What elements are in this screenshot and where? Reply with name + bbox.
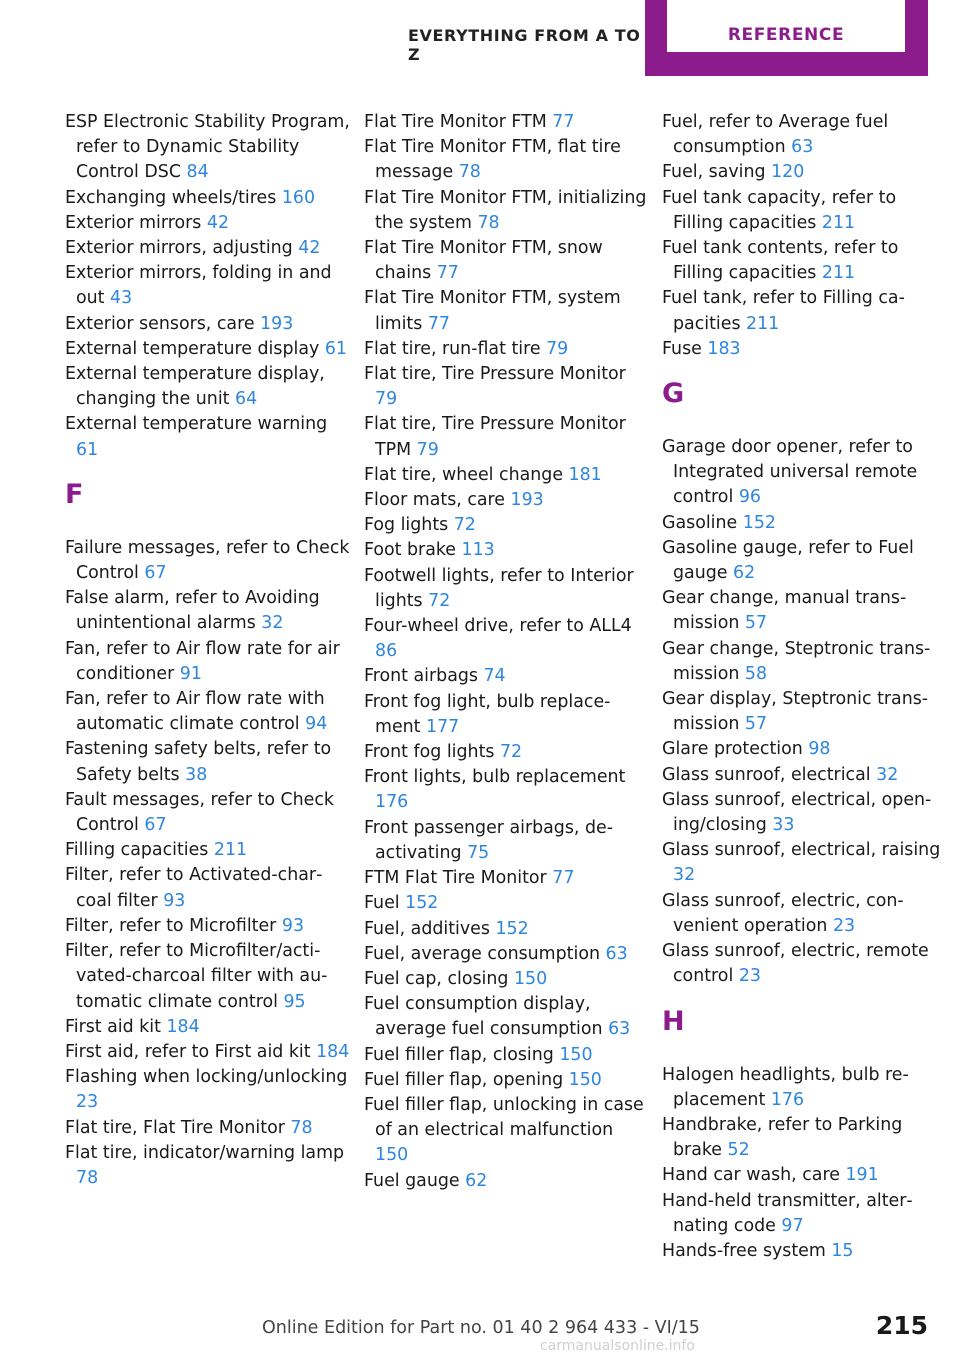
index-entry xyxy=(364,337,649,362)
index-entry-term: Filling capacities xyxy=(65,840,209,861)
index-entry-term: Fuel tank contents, refer to Filling capacities xyxy=(662,238,899,284)
index-entry xyxy=(662,687,942,737)
index-column-2 xyxy=(364,110,649,1194)
index-entry-term: Exterior mirrors, adjusting xyxy=(65,238,293,259)
index-page-link[interactable]: 96 xyxy=(738,487,761,508)
index-entry-term: Fastening safety belts, refer to Safety belts xyxy=(65,739,332,785)
index-entry xyxy=(65,1065,350,1115)
index-entry-term: Front passenger airbags, deactivating xyxy=(364,817,613,863)
index-page-link[interactable]: 32 xyxy=(876,764,899,785)
index-entry xyxy=(364,816,649,866)
index-page-link[interactable]: 86 xyxy=(375,641,398,662)
index-entry xyxy=(364,992,649,1042)
index-entry-term: Hand car wash, care xyxy=(662,1165,840,1186)
index-page-link[interactable]: 193 xyxy=(510,490,544,511)
index-page-link[interactable]: 177 xyxy=(426,716,460,737)
index-entry-term: Gasoline gauge, refer to Fuel gauge xyxy=(662,537,914,584)
index-entry-term: External temperature warning xyxy=(65,414,328,435)
index-entry xyxy=(662,110,942,160)
index-page-link[interactable]: 211 xyxy=(213,840,248,861)
index-entry-term: Fault messages, refer to Check Control xyxy=(65,789,334,836)
index-entry-term: Gear change, manual transmission xyxy=(662,588,907,634)
index-page-link[interactable]: 93 xyxy=(163,890,186,911)
index-entry xyxy=(364,1093,649,1169)
index-entry xyxy=(364,740,649,765)
index-entry-term: First aid kit xyxy=(65,1016,161,1037)
index-page-link[interactable]: 113 xyxy=(461,540,495,561)
index-entry-term: ESP Electronic Stability Program, refer to Dynamic Stability Control DSC xyxy=(65,112,350,183)
index-entry-term: Flat Tire Monitor FTM, flat tire message xyxy=(364,137,621,183)
index-entry-term: Gear display, Steptronic transmission xyxy=(662,689,929,735)
index-page-link[interactable]: 72 xyxy=(499,742,523,763)
index-entry-term: Fuel, saving xyxy=(662,162,766,183)
index-page-link[interactable]: 62 xyxy=(465,1170,488,1191)
index-entry-term: Fuse xyxy=(662,338,702,359)
index-entry xyxy=(364,866,649,891)
index-entry xyxy=(65,211,350,236)
index-entry xyxy=(662,1239,942,1264)
index-entry-term: Garage door opener, refer to Integrated universal remote control xyxy=(662,437,918,508)
index-page-link[interactable]: 183 xyxy=(707,338,741,359)
index-entry xyxy=(364,362,649,412)
index-page-link[interactable]: 211 xyxy=(821,212,856,233)
index-entry xyxy=(65,412,350,462)
index-entry-term: Filter, refer to Microfilter xyxy=(65,915,277,936)
index-entry xyxy=(364,135,649,185)
index-page-link[interactable]: 57 xyxy=(744,714,768,735)
index-entry xyxy=(662,939,942,989)
index-entry xyxy=(662,838,942,888)
index-entry-term: Exterior sensors, care xyxy=(65,313,255,334)
index-entry xyxy=(364,690,649,740)
index-entry xyxy=(65,1015,350,1040)
index-entry-term: Fuel, refer to Average fuel consumption xyxy=(662,112,889,158)
index-entry xyxy=(65,536,350,586)
index-entry xyxy=(662,536,942,586)
index-letter-heading: G xyxy=(662,378,685,410)
index-page-link[interactable]: 43 xyxy=(110,288,133,309)
index-entry xyxy=(364,412,649,462)
index-page-link[interactable]: 57 xyxy=(744,613,768,634)
index-entry xyxy=(662,511,942,536)
index-page-link[interactable]: 120 xyxy=(771,162,805,183)
index-entry-term: Glass sunroof, electric, convenient operation xyxy=(662,890,904,936)
index-page-link[interactable]: 150 xyxy=(568,1069,602,1090)
index-entry-term: Front fog lights xyxy=(364,742,495,763)
index-page-link[interactable]: 152 xyxy=(495,918,529,939)
index-column-3 xyxy=(662,110,942,1264)
index-page-link[interactable]: 63 xyxy=(791,137,814,158)
index-entry xyxy=(364,488,649,513)
index-page-link[interactable]: 32 xyxy=(673,865,696,886)
index-page-link[interactable]: 74 xyxy=(483,666,506,687)
index-page-link[interactable]: 15 xyxy=(831,1240,854,1261)
index-entry-term: Gasoline xyxy=(662,512,738,533)
index-entry xyxy=(364,538,649,563)
index-entry-term: Flat tire, indicator/warning lamp xyxy=(65,1142,345,1163)
index-page-link[interactable]: 23 xyxy=(738,966,761,987)
index-page-link[interactable]: 77 xyxy=(552,112,575,132)
index-entry-term: Fog lights xyxy=(364,515,449,536)
index-page-link[interactable]: 78 xyxy=(290,1117,313,1138)
index-entry-term: Fuel tank, refer to Filling capacities xyxy=(662,288,905,334)
index-entry-term: Flat Tire Monitor FTM, snow chains xyxy=(364,238,603,284)
index-entry-term: FTM Flat Tire Monitor xyxy=(364,868,547,889)
index-entry-term: Fuel filler flap, closing xyxy=(364,1044,554,1065)
index-entry xyxy=(662,435,942,511)
index-entry-term: Gear change, Steptronic transmission xyxy=(662,638,931,684)
index-page-link[interactable]: 58 xyxy=(744,663,768,684)
index-page-link[interactable]: 150 xyxy=(559,1044,593,1065)
index-page-link[interactable]: 211 xyxy=(746,313,780,334)
index-page-link[interactable]: 52 xyxy=(727,1140,750,1161)
index-page-link[interactable]: 191 xyxy=(845,1165,879,1186)
index-page-link[interactable]: 176 xyxy=(375,792,409,813)
index-page-link[interactable]: 23 xyxy=(832,915,856,936)
index-page-link[interactable]: 78 xyxy=(458,162,481,183)
index-entry-term: Fuel consumption display, average fuel consumption xyxy=(364,994,603,1040)
index-entry xyxy=(662,737,942,762)
index-page-link[interactable]: 42 xyxy=(298,238,321,259)
index-page-link[interactable]: 79 xyxy=(416,439,439,460)
index-entry-term: Exchanging wheels/tires xyxy=(65,187,277,208)
index-entry xyxy=(364,664,649,689)
index-letter-heading: F xyxy=(65,478,84,510)
index-page-link[interactable]: 64 xyxy=(235,389,258,410)
index-page-link[interactable]: 150 xyxy=(513,968,548,989)
index-page-link[interactable]: 77 xyxy=(552,868,575,889)
index-entry xyxy=(65,637,350,687)
index-page-link[interactable]: 97 xyxy=(781,1215,804,1236)
index-entry xyxy=(364,236,649,286)
index-entry xyxy=(662,586,942,636)
index-entry-term: Glass sunroof, electrical, raising xyxy=(662,840,941,861)
section-title: EVERYTHING FROM A TO Z xyxy=(408,26,641,64)
index-entry-term: Glass sunroof, electrical xyxy=(662,764,871,785)
index-entry xyxy=(662,286,942,336)
index-entry-term: Fuel, average consumption xyxy=(364,943,600,964)
index-entry-term: Floor mats, care xyxy=(364,490,506,511)
index-page-link[interactable]: 211 xyxy=(821,263,856,284)
index-page-link[interactable]: 23 xyxy=(76,1092,99,1113)
reference-tab-label: REFERENCE xyxy=(667,0,905,52)
index-entry-term: Filter, refer to Activated-charcoal filter xyxy=(65,865,323,911)
index-column-1 xyxy=(65,110,350,1191)
index-entry xyxy=(662,889,942,939)
index-page-link[interactable]: 181 xyxy=(568,464,602,485)
index-entry xyxy=(364,186,649,236)
index-page-link[interactable]: 98 xyxy=(808,739,831,760)
index-entry-term: Hands-free system xyxy=(662,1240,826,1261)
index-entry-term: Front fog light, bulb replacement xyxy=(364,691,611,737)
index-entry-term: Glass sunroof, electrical, opening/closing xyxy=(662,789,932,836)
index-entry-term: Flat tire, Tire Pressure Monitor TPM xyxy=(364,414,626,460)
index-entry-term: Handbrake, refer to Parking brake xyxy=(662,1114,903,1161)
index-entry-term: Filter, refer to Microfilter/activated-charcoal filter with automatic climate control xyxy=(65,941,328,1012)
index-entry xyxy=(65,236,350,261)
index-entry-term: Fuel gauge xyxy=(364,1170,460,1191)
index-entry-term: Fan, refer to Air flow rate with automatic climate control xyxy=(65,689,325,735)
index-entry xyxy=(662,1063,942,1113)
index-entry xyxy=(662,763,942,788)
index-entry-term: Front lights, bulb replacement xyxy=(364,767,626,788)
index-page-link[interactable]: 63 xyxy=(605,943,628,964)
index-entry-term: Foot brake xyxy=(364,540,457,561)
index-entry-term: Exterior mirrors, folding in and out xyxy=(65,263,332,309)
index-entry xyxy=(65,337,350,362)
index-entry-term: Front airbags xyxy=(364,666,478,687)
index-page-link[interactable]: 184 xyxy=(316,1041,350,1062)
index-page-link[interactable]: 32 xyxy=(261,613,284,634)
index-page-link[interactable]: 150 xyxy=(375,1145,409,1166)
index-entry-term: False alarm, refer to Avoiding unintentional alarms xyxy=(65,588,320,634)
index-page-link[interactable]: 93 xyxy=(281,915,305,936)
watermark: carmanualsonline.info xyxy=(540,1338,695,1354)
index-entry xyxy=(65,261,350,311)
index-entry-term: Fuel, additives xyxy=(364,918,490,939)
index-entry xyxy=(65,110,350,186)
index-page-link[interactable]: 62 xyxy=(733,563,756,584)
index-entry xyxy=(65,586,350,636)
index-entry-term: Fuel tank capacity, refer to Filling capacities xyxy=(662,187,897,233)
index-entry xyxy=(65,1141,350,1191)
index-entry-term: External temperature display, changing the unit xyxy=(65,364,325,410)
index-page-link[interactable]: 193 xyxy=(260,313,294,334)
index-page-link[interactable]: 95 xyxy=(283,991,306,1012)
index-entry xyxy=(364,1043,649,1068)
index-entry xyxy=(65,939,350,1015)
index-entry-term: Flashing when locking/unlocking xyxy=(65,1067,348,1088)
index-entry-term: Flat tire, Tire Pressure Monitor xyxy=(364,364,626,385)
index-entry xyxy=(65,737,350,787)
index-entry xyxy=(364,765,649,815)
index-entry xyxy=(65,863,350,913)
index-entry xyxy=(662,788,942,838)
index-page-link[interactable]: 77 xyxy=(427,313,450,334)
index-page-link[interactable]: 61 xyxy=(324,338,347,359)
index-entry-term: Fuel cap, closing xyxy=(364,968,509,989)
index-entry xyxy=(364,513,649,538)
index-entry xyxy=(662,1163,942,1188)
index-page-link[interactable]: 78 xyxy=(477,212,500,233)
index-page-link[interactable]: 152 xyxy=(405,893,439,914)
index-entry xyxy=(65,788,350,838)
index-entry-term: Hand-held transmitter, alternating code xyxy=(662,1190,913,1236)
index-entry-term: Flat tire, wheel change xyxy=(364,464,564,485)
index-page-link[interactable]: 63 xyxy=(608,1019,631,1040)
index-entry xyxy=(65,362,350,412)
index-entry xyxy=(662,186,942,236)
index-page-link[interactable]: 176 xyxy=(770,1089,805,1110)
index-page-link[interactable]: 79 xyxy=(546,338,569,359)
index-entry xyxy=(65,687,350,737)
index-page-link[interactable]: 67 xyxy=(144,563,167,584)
index-entry xyxy=(65,1040,350,1065)
index-entry-term: Halogen headlights, bulb replacement xyxy=(662,1064,909,1110)
index-entry-term: Flat tire, Flat Tire Monitor xyxy=(65,1117,285,1138)
index-entry xyxy=(364,110,649,135)
index-page-link[interactable]: 33 xyxy=(772,815,795,836)
index-entry-term: Fuel filler flap, opening xyxy=(364,1069,564,1090)
index-page-link[interactable]: 77 xyxy=(436,263,459,284)
index-page-link[interactable]: 91 xyxy=(179,663,202,684)
index-letter-heading: H xyxy=(662,1005,685,1037)
index-entry xyxy=(364,1169,649,1194)
index-entry-term: External temperature display xyxy=(65,338,320,359)
index-entry xyxy=(364,967,649,992)
index-page-link[interactable]: 38 xyxy=(185,764,208,785)
index-page-link[interactable]: 84 xyxy=(186,162,209,183)
index-page-link[interactable]: 72 xyxy=(428,590,451,611)
index-page-link[interactable]: 160 xyxy=(281,187,316,208)
index-entry-term: Failure messages, refer to Check Control xyxy=(65,537,350,584)
index-entry xyxy=(364,917,649,942)
index-entry xyxy=(662,1189,942,1239)
index-entry xyxy=(65,186,350,211)
index-entry-term: Glare protection xyxy=(662,739,803,760)
index-page-link[interactable]: 184 xyxy=(166,1016,200,1037)
index-page-link[interactable]: 79 xyxy=(375,389,398,410)
index-page-link[interactable]: 152 xyxy=(742,512,776,533)
index-entry-term: Footwell lights, refer to Interior lights xyxy=(364,565,634,611)
index-entry xyxy=(662,1113,942,1163)
index-entry-term: Glass sunroof, electric, remote control xyxy=(662,941,929,987)
index-entry xyxy=(364,891,649,916)
index-entry-term: Flat Tire Monitor FTM, system limits xyxy=(364,288,621,334)
index-page-link[interactable]: 67 xyxy=(144,815,167,836)
index-page-link[interactable]: 42 xyxy=(206,212,230,233)
index-entry-term: Fan, refer to Air flow rate for air conditioner xyxy=(65,638,340,684)
index-entry xyxy=(662,637,942,687)
index-entry xyxy=(65,1116,350,1141)
index-entry xyxy=(65,838,350,863)
index-page-link[interactable]: 72 xyxy=(453,515,476,536)
index-entry xyxy=(364,942,649,967)
reference-tab xyxy=(645,0,928,76)
index-entry-term: Four-wheel drive, refer to ALL4 xyxy=(364,616,632,637)
index-entry-term: First aid, refer to First aid kit xyxy=(65,1041,311,1062)
index-page-link[interactable]: 61 xyxy=(76,439,99,460)
index-entry-term: Exterior mirrors xyxy=(65,212,202,233)
index-entry xyxy=(662,160,942,185)
page-number: 215 xyxy=(875,1311,928,1340)
index-entry-term: Fuel xyxy=(364,893,400,914)
index-entry xyxy=(662,337,942,362)
index-entry-term: Flat tire, run-flat tire xyxy=(364,338,541,359)
index-entry xyxy=(65,914,350,939)
index-entry-term: Flat Tire Monitor FTM, initializing the system xyxy=(364,187,647,233)
index-page-link[interactable]: 75 xyxy=(467,842,490,863)
index-entry xyxy=(65,312,350,337)
index-entry xyxy=(662,236,942,286)
index-entry xyxy=(364,286,649,336)
index-entry xyxy=(364,564,649,614)
edition-footer: Online Edition for Part no. 01 40 2 964 433 - VI/15 xyxy=(262,1318,700,1338)
index-entry-term: Fuel filler flap, unlocking in case of an electrical malfunction xyxy=(364,1094,644,1141)
index-entry-term: Flat Tire Monitor FTM xyxy=(364,112,547,132)
index-page-link[interactable]: 94 xyxy=(305,714,328,735)
index-entry xyxy=(364,614,649,664)
index-entry xyxy=(364,1068,649,1093)
index-page-link[interactable]: 78 xyxy=(76,1167,99,1188)
index-entry xyxy=(364,463,649,488)
